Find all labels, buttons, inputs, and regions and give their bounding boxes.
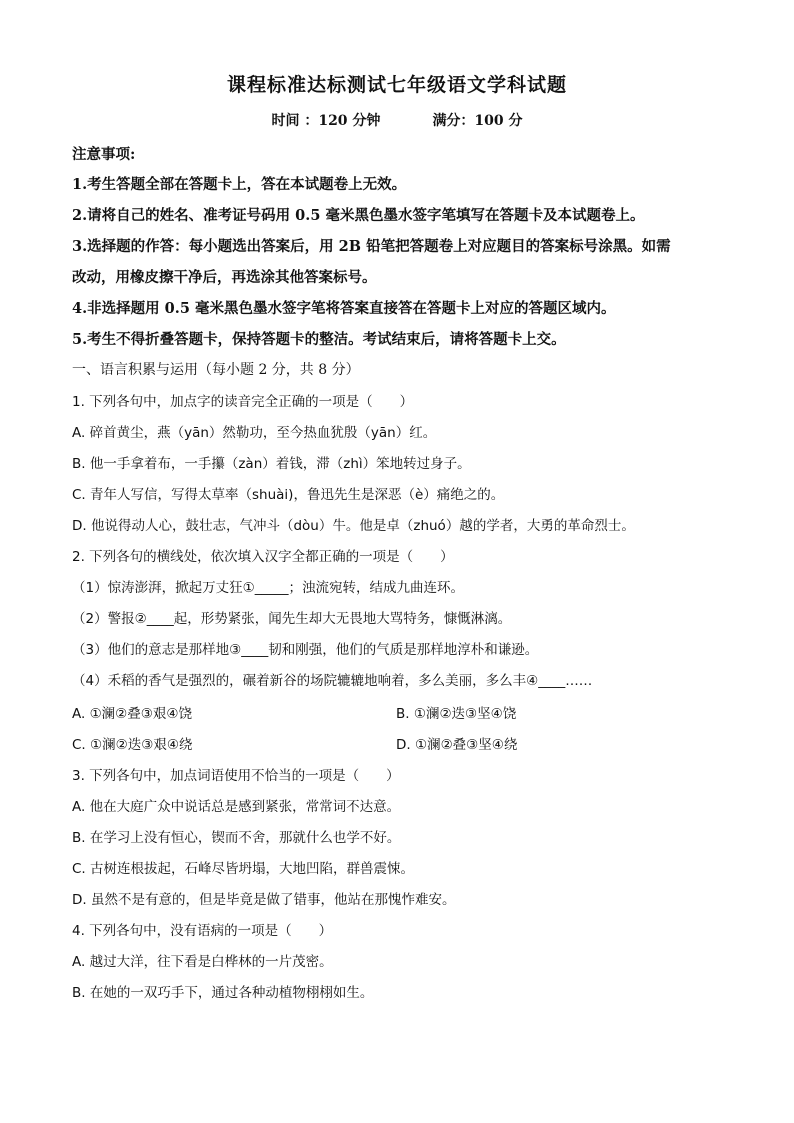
question-4-stem: 4. 下列各句中，没有语病的一项是（ ） xyxy=(72,923,333,939)
question-3-option-a: A. 他在大庭广众中说话总是感到紧张，常常词不达意。 xyxy=(72,799,401,815)
question-2-option-c: C. ①澜②迭③艰④绕 xyxy=(72,737,193,753)
question-2-sentence-3: （3）他们的意志是那样地③____韧和刚强，他们的气质是那样地淳朴和谦逊。 xyxy=(72,642,539,658)
question-2-option-b: B. ①澜②迭③坚④饶 xyxy=(396,706,517,722)
note-item-5: 5.考生不得折叠答题卡，保持答题卡的整洁。考试结束后，请将答题卡上交。 xyxy=(72,331,566,348)
question-1-stem: 1. 下列各句中，加点字的读音完全正确的一项是（ ） xyxy=(72,394,414,410)
exam-time: 时间 ：120 分钟 xyxy=(271,113,381,129)
notes-heading: 注意事项: xyxy=(72,146,136,163)
note-item-3-cont: 改动，用橡皮擦干净后，再选涂其他答案标号。 xyxy=(72,269,377,286)
question-2-sentence-1: （1）惊涛澎湃，掀起万丈狂①_____；浊流宛转，结成九曲连环。 xyxy=(72,580,464,596)
question-3-option-d: D. 虽然不是有意的，但是毕竟是做了错事，他站在那愧怍难安。 xyxy=(72,892,456,908)
note-item-3: 3.选择题的作答：每小题选出答案后，用 2B 铅笔把答题卷上对应题目的答案标号涂黑。如需 xyxy=(72,238,671,255)
exam-title: 课程标准达标测试七年级语文学科试题 xyxy=(226,74,567,96)
question-4-option-a: A. 越过大洋，往下看是白桦林的一片茂密。 xyxy=(72,954,333,970)
question-2-sentence-4: （4）禾稻的香气是强烈的，碾着新谷的场院辘辘地响着，多么美丽，多么丰④____…… xyxy=(72,673,593,689)
exam-subtitle xyxy=(0,110,794,130)
question-1-option-d: D. 他说得动人心，鼓壮志，气冲斗（dòu）牛。他是卓（zhuó）越的学者，大勇的革命烈士。 xyxy=(72,518,635,534)
question-2-option-a: A. ①澜②叠③艰④饶 xyxy=(72,706,192,722)
question-3-option-c: C. 古树连根拔起，石峰尽皆坍塌，大地凹陷，群兽震悚。 xyxy=(72,861,415,877)
question-1-option-c: C. 青年人写信，写得太草率（shuài)，鲁迅先生是深恶（è）痛绝之的。 xyxy=(72,487,505,503)
note-item-1: 1.考生答题全部在答题卡上，答在本试题卷上无效。 xyxy=(72,176,407,193)
note-item-4: 4.非选择题用 0.5 毫米黑色墨水签字笔将答案直接答在答题卡上对应的答题区域内。 xyxy=(72,300,616,317)
question-3-stem: 3. 下列各句中，加点词语使用不恰当的一项是（ ） xyxy=(72,768,400,784)
question-3-option-b: B. 在学习上没有恒心，锲而不舍，那就什么也学不好。 xyxy=(72,830,401,846)
exam-score: 满分：100 分 xyxy=(432,113,523,129)
question-4-option-b: B. 在她的一双巧手下，通过各种动植物栩栩如生。 xyxy=(72,985,374,1001)
question-1-option-b: B. 他一手拿着布，一手攥（zàn）着钱，滞（zhì）笨地转过身子。 xyxy=(72,456,471,472)
section-heading: 一、语言积累与运用（每小题 2 分，共 8 分） xyxy=(72,362,360,378)
question-2-option-d: D. ①澜②叠③坚④绕 xyxy=(396,737,518,753)
note-item-2: 2.请将自己的姓名、准考证号码用 0.5 毫米黑色墨水签字笔填写在答题卡及本试题卷上。 xyxy=(72,207,645,224)
question-1-option-a: A. 碎首黄尘，燕（yān）然勒功，至今热血犹殷（yān）红。 xyxy=(72,425,437,441)
question-2-sentence-2: （2）警报②____起，形势紧张，闻先生却大无畏地大骂特务，慷慨淋漓。 xyxy=(72,611,512,627)
question-2-stem: 2. 下列各句的横线处，依次填入汉字全都正确的一项是（ ） xyxy=(72,549,454,565)
